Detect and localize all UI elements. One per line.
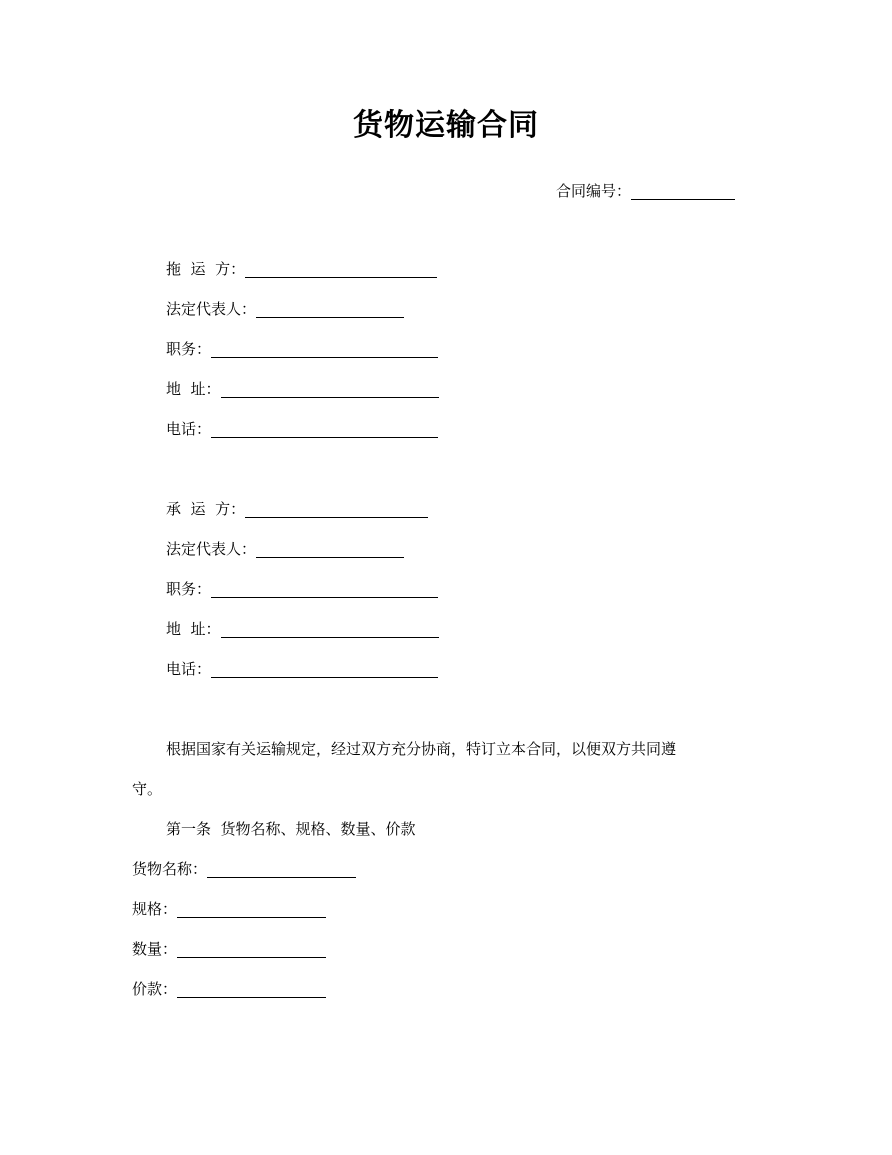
carrier-rep-label: 法定代表人：: [166, 540, 257, 558]
carrier-party-blank[interactable]: [245, 499, 428, 518]
shipper-address-label: 地 址：: [166, 380, 221, 398]
shipper-party-row: [166, 258, 437, 280]
shipper-position-label: 职务：: [166, 340, 212, 358]
shipper-address-blank[interactable]: [221, 379, 439, 398]
goods-spec-row: [132, 898, 326, 920]
goods-spec-blank[interactable]: [177, 899, 326, 918]
goods-spec-label: 规格：: [132, 900, 178, 918]
carrier-phone-row: [166, 658, 438, 680]
goods-price-label: 价款：: [132, 980, 178, 998]
shipper-party-label: 拖 运 方：: [166, 260, 246, 278]
shipper-rep-label: 法定代表人：: [166, 300, 257, 318]
carrier-rep-row: [166, 538, 404, 560]
shipper-address-row: [166, 378, 439, 400]
article-1-heading: 第一条 货物名称、规格、数量、价款: [166, 820, 416, 838]
shipper-position-row: [166, 338, 438, 360]
document-title: 货物运输合同: [353, 108, 539, 143]
carrier-address-blank[interactable]: [221, 619, 439, 638]
carrier-address-label: 地 址：: [166, 620, 221, 638]
shipper-phone-blank[interactable]: [211, 419, 438, 438]
carrier-party-row: [166, 498, 428, 520]
goods-price-blank[interactable]: [177, 979, 326, 998]
carrier-position-blank[interactable]: [211, 579, 438, 598]
contract-number-row: [556, 178, 735, 202]
carrier-phone-blank[interactable]: [211, 659, 438, 678]
contract-number-blank[interactable]: [631, 181, 735, 200]
goods-qty-row: [132, 938, 326, 960]
goods-qty-blank[interactable]: [177, 939, 326, 958]
goods-name-label: 货物名称：: [132, 860, 208, 878]
carrier-phone-label: 电话：: [166, 660, 212, 678]
goods-qty-label: 数量：: [132, 940, 178, 958]
carrier-position-label: 职务：: [166, 580, 212, 598]
shipper-rep-blank[interactable]: [256, 299, 404, 318]
shipper-rep-row: [166, 298, 404, 320]
shipper-party-blank[interactable]: [245, 259, 437, 278]
carrier-address-row: [166, 618, 439, 640]
goods-name-blank[interactable]: [207, 859, 356, 878]
carrier-rep-blank[interactable]: [256, 539, 404, 558]
preamble-line-1: 根据国家有关运输规定，经过双方充分协商，特订立本合同，以便双方共同遵: [166, 740, 677, 758]
shipper-phone-row: [166, 418, 438, 440]
contract-number-label: 合同编号：: [556, 182, 632, 200]
carrier-position-row: [166, 578, 438, 600]
shipper-phone-label: 电话：: [166, 420, 212, 438]
preamble-line-2: 守。: [132, 780, 163, 798]
shipper-position-blank[interactable]: [211, 339, 438, 358]
goods-name-row: [132, 858, 356, 880]
carrier-party-label: 承 运 方：: [166, 500, 246, 518]
goods-price-row: [132, 978, 326, 1000]
